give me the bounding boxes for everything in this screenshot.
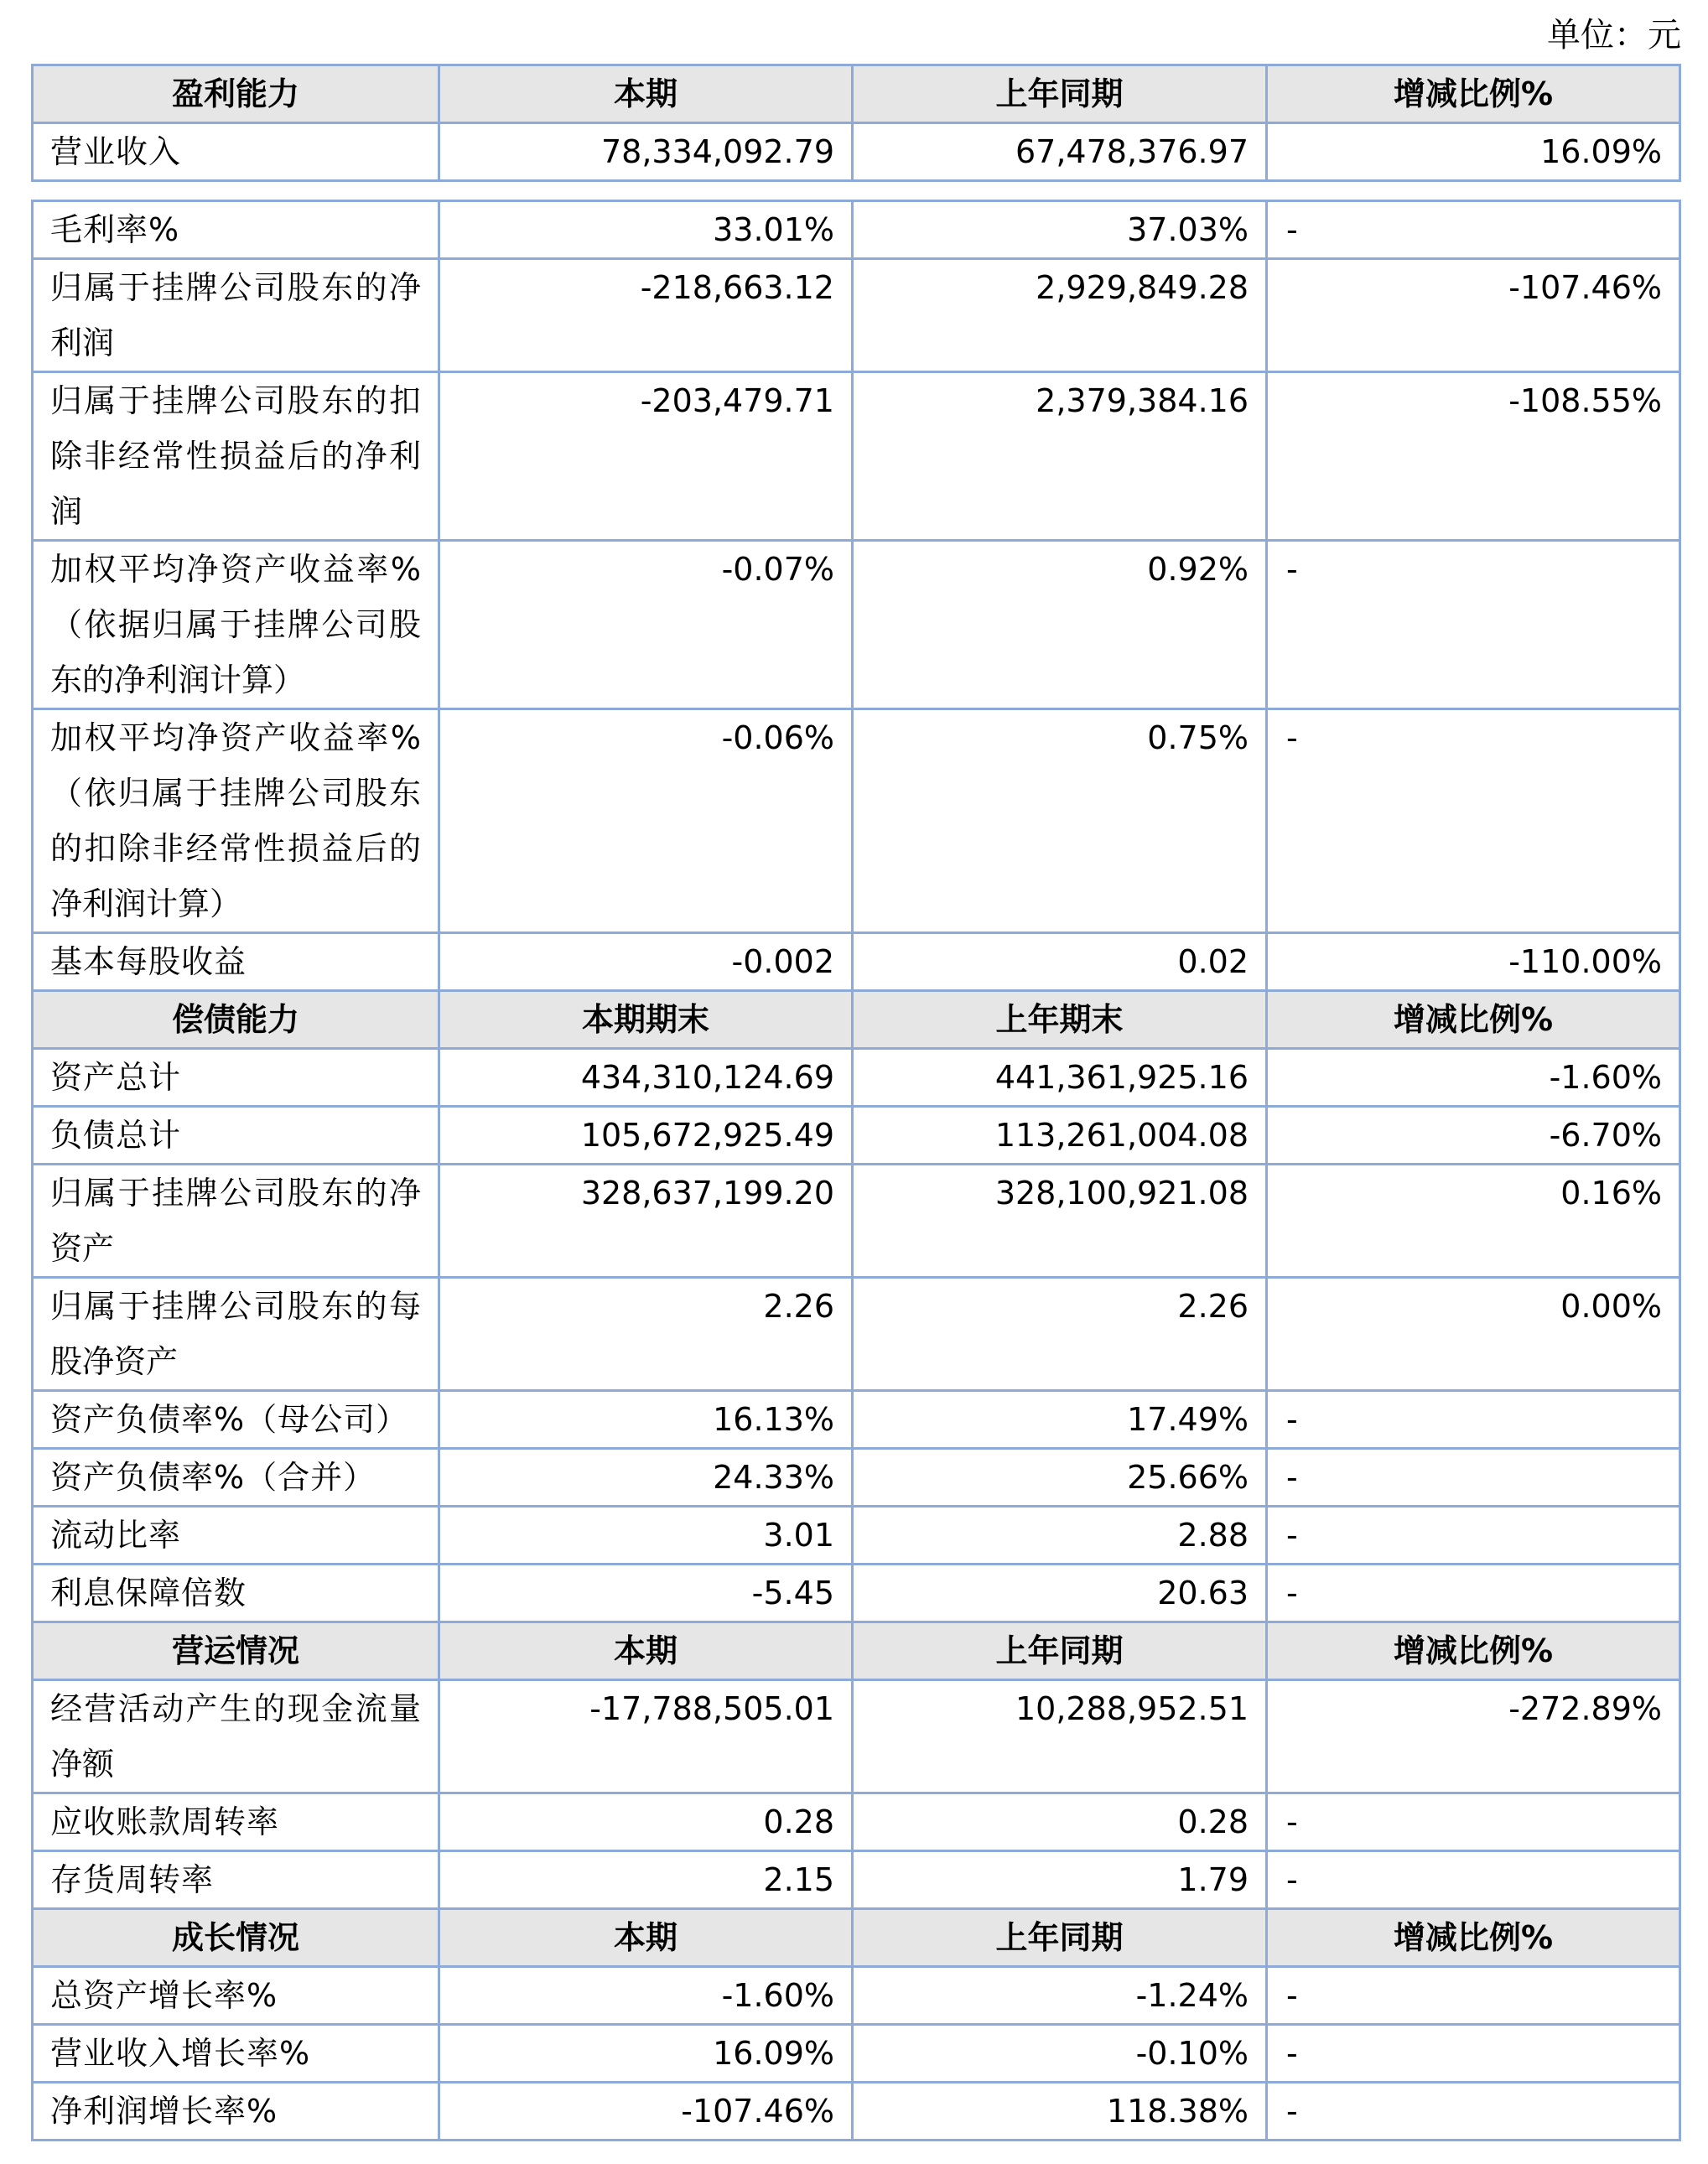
current-value: 16.09%	[439, 2025, 853, 2083]
row-label: 净利润增长率%	[33, 2083, 439, 2141]
table-row	[33, 1507, 1680, 1565]
row-label: 资产总计	[33, 1049, 439, 1107]
previous-value: 37.03%	[853, 201, 1267, 259]
change-value: -110.00%	[1267, 933, 1680, 991]
current-value: -218,663.12	[439, 259, 853, 372]
table-row	[33, 259, 1680, 372]
row-label: 加权平均净资产收益率%（依据归属于挂牌公司股东的净利润计算）	[33, 541, 439, 709]
current-value: 2.15	[439, 1851, 853, 1909]
change-value: 16.09%	[1267, 123, 1680, 181]
header-current: 本期期末	[439, 991, 853, 1049]
header-category: 营运情况	[33, 1622, 439, 1680]
previous-value: 20.63	[853, 1565, 1267, 1622]
table-row	[33, 1680, 1680, 1793]
row-label: 毛利率%	[33, 201, 439, 259]
previous-value: 2,929,849.28	[853, 259, 1267, 372]
previous-value: 328,100,921.08	[853, 1165, 1267, 1278]
table-row	[33, 1793, 1680, 1851]
current-value: 16.13%	[439, 1391, 853, 1449]
header-change: 增减比例%	[1267, 65, 1680, 123]
header-change: 增减比例%	[1267, 1909, 1680, 1967]
row-label: 应收账款周转率	[33, 1793, 439, 1851]
previous-value: -1.24%	[853, 1967, 1267, 2025]
header-change: 增减比例%	[1267, 1622, 1680, 1680]
table-row	[33, 933, 1680, 991]
previous-value: 0.75%	[853, 709, 1267, 933]
financial-indicators-table	[31, 200, 1681, 2141]
current-value: -0.07%	[439, 541, 853, 709]
header-current: 本期	[439, 65, 853, 123]
row-label: 资产负债率%（合并）	[33, 1449, 439, 1507]
previous-value: 2.88	[853, 1507, 1267, 1565]
current-value: 434,310,124.69	[439, 1049, 853, 1107]
row-label: 归属于挂牌公司股东的每股净资产	[33, 1278, 439, 1391]
previous-value: 67,478,376.97	[853, 123, 1267, 181]
table-row	[33, 1049, 1680, 1107]
table-row	[33, 541, 1680, 709]
current-value: 0.28	[439, 1793, 853, 1851]
current-value: 78,334,092.79	[439, 123, 853, 181]
table-row	[33, 1565, 1680, 1622]
row-label: 存货周转率	[33, 1851, 439, 1909]
change-value: -	[1267, 1851, 1680, 1909]
row-label: 基本每股收益	[33, 933, 439, 991]
current-value: -0.06%	[439, 709, 853, 933]
change-value: -272.89%	[1267, 1680, 1680, 1793]
header-category: 偿债能力	[33, 991, 439, 1049]
previous-value: -0.10%	[853, 2025, 1267, 2083]
table-row	[33, 123, 1680, 181]
previous-value: 0.28	[853, 1793, 1267, 1851]
current-value: -0.002	[439, 933, 853, 991]
change-value: -	[1267, 201, 1680, 259]
change-value: -	[1267, 1565, 1680, 1622]
row-label: 经营活动产生的现金流量净额	[33, 1680, 439, 1793]
change-value: 0.16%	[1267, 1165, 1680, 1278]
current-value: -17,788,505.01	[439, 1680, 853, 1793]
section-header-row	[33, 991, 1680, 1049]
row-label: 归属于挂牌公司股东的扣除非经常性损益后的净利润	[33, 372, 439, 541]
previous-value: 2.26	[853, 1278, 1267, 1391]
current-value: 3.01	[439, 1507, 853, 1565]
change-value: -6.70%	[1267, 1107, 1680, 1165]
header-previous: 上年同期	[853, 65, 1267, 123]
table-row	[33, 372, 1680, 541]
row-label: 总资产增长率%	[33, 1967, 439, 2025]
change-value: -108.55%	[1267, 372, 1680, 541]
header-previous: 上年期末	[853, 991, 1267, 1049]
table-row	[33, 1278, 1680, 1391]
current-value: 33.01%	[439, 201, 853, 259]
row-label: 归属于挂牌公司股东的净利润	[33, 259, 439, 372]
previous-value: 1.79	[853, 1851, 1267, 1909]
table-row	[33, 1851, 1680, 1909]
unit-label: 单位：元	[1547, 16, 1681, 54]
previous-value: 113,261,004.08	[853, 1107, 1267, 1165]
row-label: 流动比率	[33, 1507, 439, 1565]
previous-value: 17.49%	[853, 1391, 1267, 1449]
current-value: 328,637,199.20	[439, 1165, 853, 1278]
previous-value: 0.92%	[853, 541, 1267, 709]
section-header-row	[33, 1909, 1680, 1967]
section-header-row	[33, 1622, 1680, 1680]
header-category: 成长情况	[33, 1909, 439, 1967]
current-value: -5.45	[439, 1565, 853, 1622]
previous-value: 0.02	[853, 933, 1267, 991]
current-value: -203,479.71	[439, 372, 853, 541]
previous-value: 25.66%	[853, 1449, 1267, 1507]
change-value: -1.60%	[1267, 1049, 1680, 1107]
change-value: -	[1267, 1793, 1680, 1851]
current-value: -1.60%	[439, 1967, 853, 2025]
table-row	[33, 1449, 1680, 1507]
table-row	[33, 201, 1680, 259]
change-value: -	[1267, 1967, 1680, 2025]
header-previous: 上年同期	[853, 1622, 1267, 1680]
change-value: -	[1267, 541, 1680, 709]
table-row	[33, 1967, 1680, 2025]
table-row	[33, 1391, 1680, 1449]
row-label: 归属于挂牌公司股东的净资产	[33, 1165, 439, 1278]
row-label: 资产负债率%（母公司）	[33, 1391, 439, 1449]
current-value: 105,672,925.49	[439, 1107, 853, 1165]
row-label: 利息保障倍数	[33, 1565, 439, 1622]
row-label: 营业收入	[33, 123, 439, 181]
row-label: 负债总计	[33, 1107, 439, 1165]
header-previous: 上年同期	[853, 1909, 1267, 1967]
row-label: 加权平均净资产收益率%（依归属于挂牌公司股东的扣除非经常性损益后的净利润计算）	[33, 709, 439, 933]
current-value: 24.33%	[439, 1449, 853, 1507]
change-value: 0.00%	[1267, 1278, 1680, 1391]
table-row	[33, 709, 1680, 933]
previous-value: 10,288,952.51	[853, 1680, 1267, 1793]
current-value: -107.46%	[439, 2083, 853, 2141]
table-header-row	[33, 65, 1680, 123]
current-value: 2.26	[439, 1278, 853, 1391]
change-value: -	[1267, 1507, 1680, 1565]
header-current: 本期	[439, 1909, 853, 1967]
header-category: 盈利能力	[33, 65, 439, 123]
change-value: -107.46%	[1267, 259, 1680, 372]
change-value: -	[1267, 1391, 1680, 1449]
header-current: 本期	[439, 1622, 853, 1680]
table-row	[33, 1165, 1680, 1278]
row-label: 营业收入增长率%	[33, 2025, 439, 2083]
previous-value: 118.38%	[853, 2083, 1267, 2141]
change-value: -	[1267, 2083, 1680, 2141]
table-row	[33, 2083, 1680, 2141]
table-row	[33, 2025, 1680, 2083]
header-change: 增减比例%	[1267, 991, 1680, 1049]
change-value: -	[1267, 1449, 1680, 1507]
change-value: -	[1267, 2025, 1680, 2083]
previous-value: 2,379,384.16	[853, 372, 1267, 541]
table-row	[33, 1107, 1680, 1165]
profitability-summary-table	[31, 64, 1681, 182]
previous-value: 441,361,925.16	[853, 1049, 1267, 1107]
change-value: -	[1267, 709, 1680, 933]
